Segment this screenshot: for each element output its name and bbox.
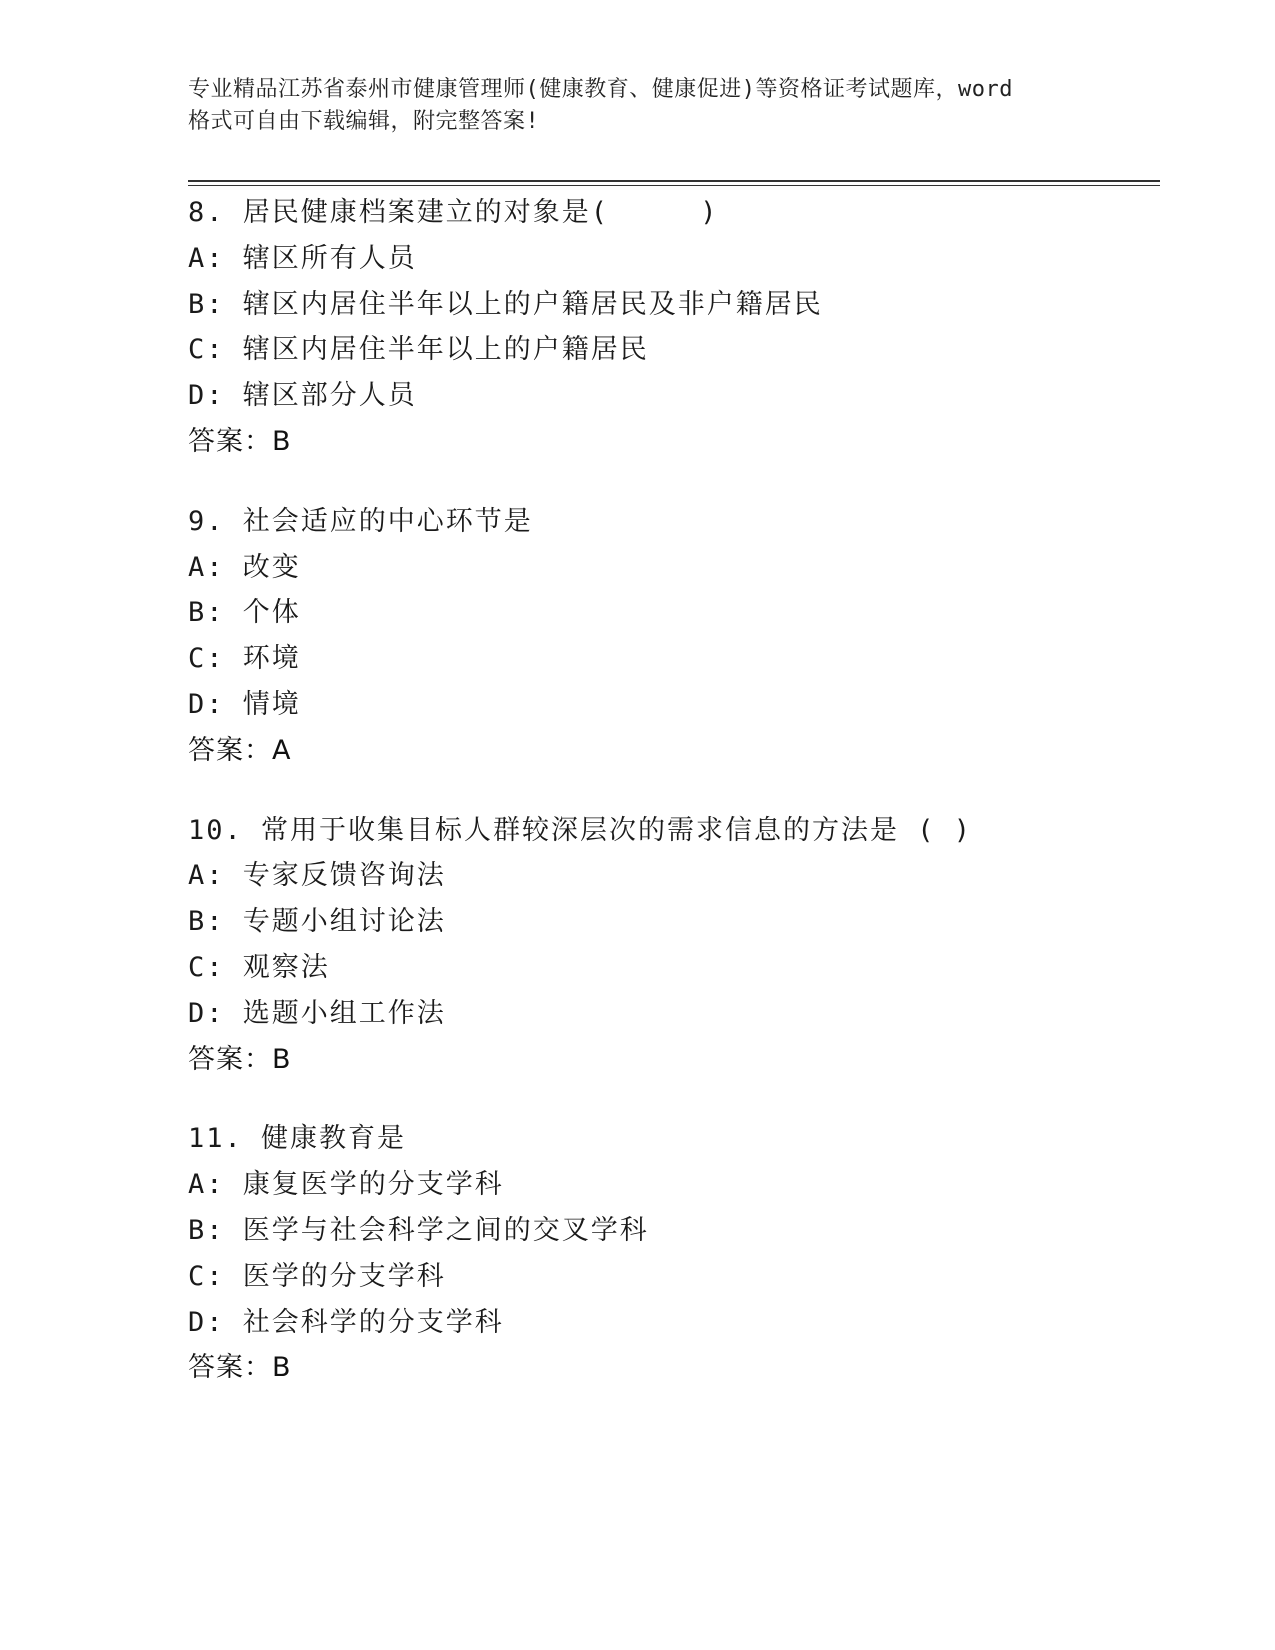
question-stem: 11. 健康教育是 — [188, 1123, 407, 1155]
answer-line: 答案：B — [188, 425, 292, 457]
option-b: B: 医学与社会科学之间的交叉学科 — [188, 1214, 649, 1246]
header-line-2: 格式可自由下载编辑，附完整答案! — [188, 109, 540, 134]
document-header — [188, 74, 1088, 138]
answer-line: 答案：A — [188, 734, 292, 766]
option-c: C: 环境 — [188, 643, 301, 675]
option-c: C: 医学的分支学科 — [188, 1260, 446, 1292]
option-c: C: 观察法 — [188, 951, 330, 983]
header-divider — [188, 180, 1160, 186]
question-10 — [188, 808, 1148, 1083]
option-b: B: 专题小组讨论法 — [188, 906, 446, 938]
option-d: D: 社会科学的分支学科 — [188, 1306, 504, 1338]
option-c: C: 辖区内居住半年以上的户籍居民 — [188, 334, 649, 366]
question-9 — [188, 499, 1148, 774]
answer-line: 答案：B — [188, 1352, 292, 1384]
option-a: A: 辖区所有人员 — [188, 242, 417, 274]
question-stem: 9. 社会适应的中心环节是 — [188, 505, 533, 537]
question-stem: 8. 居民健康档案建立的对象是( ) — [188, 197, 719, 228]
question-8 — [188, 190, 1148, 465]
header-line-1: 专业精品江苏省泰州市健康管理师(健康教育、健康促进)等资格证考试题库，word — [188, 77, 1013, 102]
option-b: B: 辖区内居住半年以上的户籍居民及非户籍居民 — [188, 288, 823, 320]
question-stem: 10. 常用于收集目标人群较深层次的需求信息的方法是 ( ) — [188, 814, 973, 846]
question-11 — [188, 1116, 1148, 1391]
question-list — [188, 190, 1148, 1425]
option-d: D: 辖区部分人员 — [188, 380, 417, 412]
answer-line: 答案：B — [188, 1043, 292, 1075]
option-a: A: 康复医学的分支学科 — [188, 1169, 504, 1201]
option-a: A: 改变 — [188, 551, 301, 583]
option-a: A: 专家反馈咨询法 — [188, 860, 446, 892]
option-b: B: 个体 — [188, 597, 301, 629]
option-d: D: 选题小组工作法 — [188, 997, 446, 1029]
option-d: D: 情境 — [188, 688, 301, 720]
